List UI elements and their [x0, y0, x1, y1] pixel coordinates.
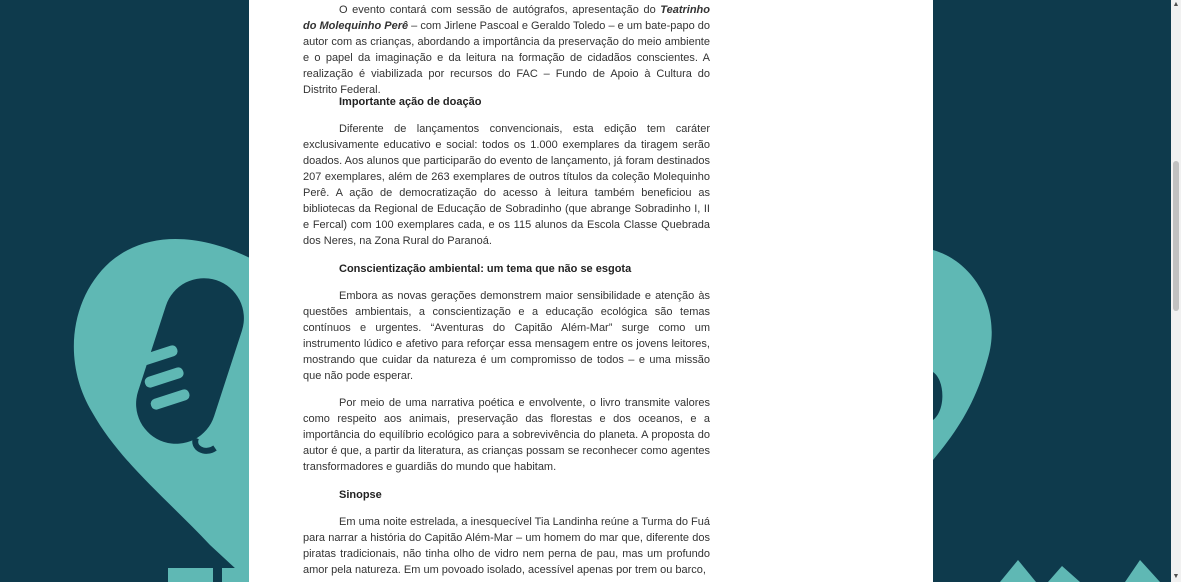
paragraph-synopsis: Em uma noite estrelada, a inesquecível Tia Landinha reúne a Turma do Fuá para narrar a história do Capitão Além-Mar – um homem do mar que, diferente dos piratas tradicionais, não tinha olho de vidro nem perna de pau, mas um profundo amor pela natureza. Em um povoado isolado, acessível apenas por trem ou barco,	[303, 516, 710, 576]
paragraph-narrative: Por meio de uma narrativa poética e envolvente, o livro transmite valores como respeito aos animais, preservação das florestas e dos oceanos, e a importância do equilíbrio ecológico para a sobrevivência do planeta. A proposta do autor é que, a partir da literatura, as crianças possam se reconhecer como agentes transformadores e guardiãs do mundo que habitam.	[303, 397, 710, 473]
scroll-up-arrow-icon[interactable]: ▲	[1172, 1, 1180, 8]
paragraph-event-emphasis: Teatrinho do Molequinho Perê	[303, 4, 710, 32]
paragraph-environment: Embora as novas gerações demonstrem maior sensibilidade e atenção às questões ambientais, a conscientização e a educação ecológica são temas contínuos e urgentes. “Aventuras do Capitão Além-Mar” surge como um instrumento lúdico e afetivo para reforçar essa mensagem entre os jovens leitores, mostrando que cuidar da natureza é um compromisso de todos – e uma missão que não pode esperar.	[303, 290, 710, 382]
pin-logo-right	[933, 250, 992, 460]
scroll-down-arrow-icon[interactable]: ▼	[1172, 573, 1180, 580]
paragraph-event-text-b: – com Jirlene Pascoal e Geraldo Toledo – e um bate-papo do autor com as crianças, abordando a importância da preservação do meio ambiente e o papel da imaginação e da leitura na formação de cidadãos conscientes. A realização é viabilizada por recursos do FAC – Fundo de Apoio à Cultura do Distrito Federal.	[303, 20, 710, 96]
scrollbar-thumb[interactable]	[1173, 161, 1179, 311]
heading-donation: Importante ação de doação	[339, 96, 482, 108]
page-scrollbar[interactable]	[1171, 0, 1181, 582]
paragraph-event	[303, 2, 710, 98]
article-page	[249, 0, 933, 582]
heading-environment: Conscientização ambiental: um tema que não se esgota	[339, 263, 632, 275]
paragraph-event-text-a: O evento contará com sessão de autógrafos, apresentação do	[339, 4, 661, 16]
paragraph-donation: Diferente de lançamentos convencionais, esta edição tem caráter exclusivamente educativo e social: todos os 1.000 exemplares da tiragem serão doados. Aos alunos que participarão do evento de lançamento, já foram destinados 207 exemplares, além de 263 exemplares de outros títulos da coleção Molequinho Perê. A ação de democratização do acesso à leitura também beneficiou as bibliotecas da Regional de Educação de Sobradinho (que abrange Sobradinho I, II e Fercal) com 100 exemplares cada, e os 115 alunos da Escola Classe Quebrada dos Neres, na Zona Rural do Paranoá.	[303, 123, 710, 247]
heading-synopsis: Sinopse	[339, 489, 382, 501]
